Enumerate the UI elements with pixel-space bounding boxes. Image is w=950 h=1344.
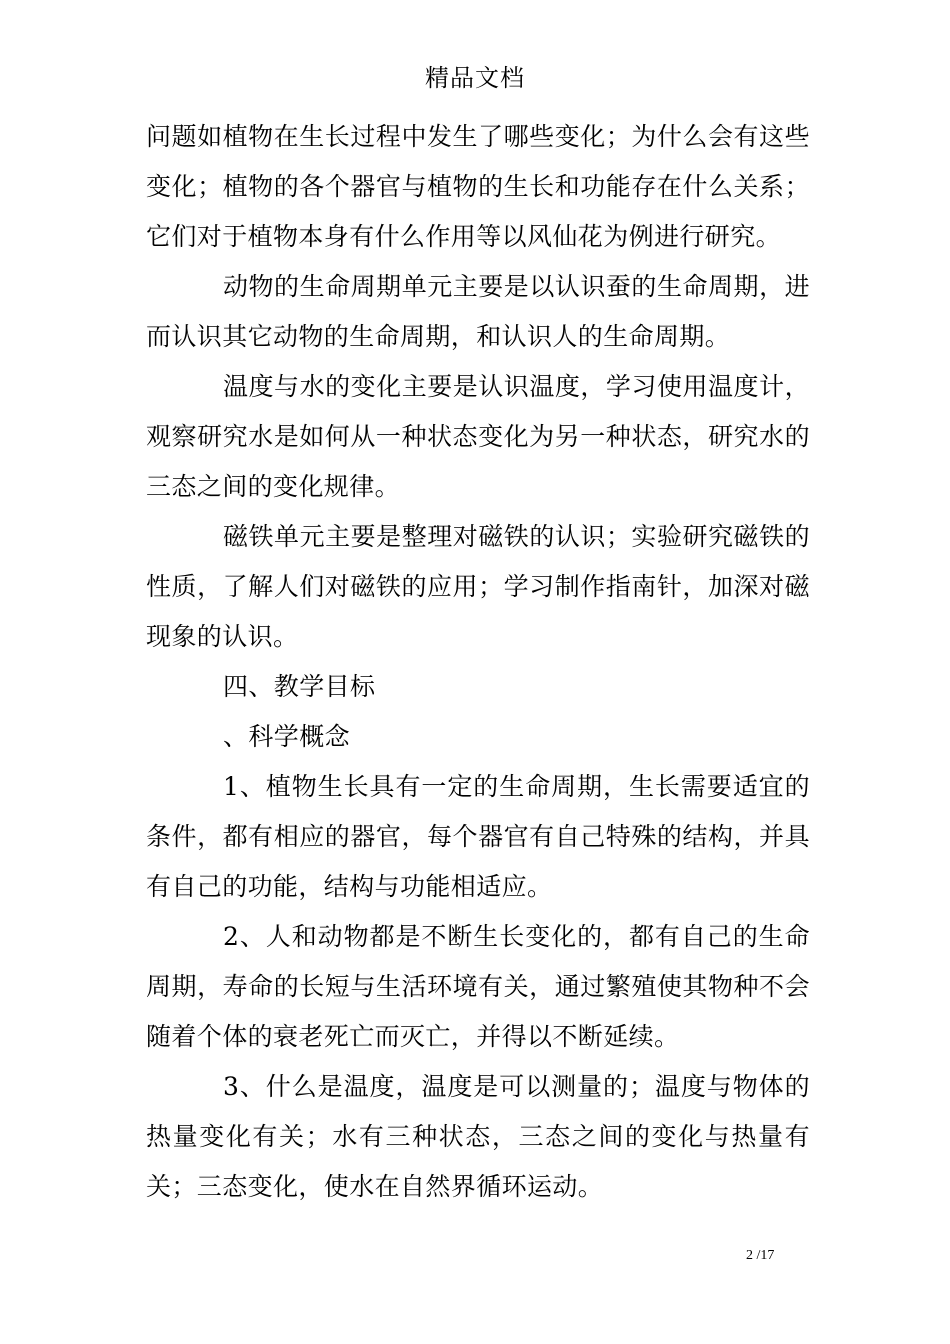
section-heading-teaching-goals: 四、教学目标 <box>223 672 376 701</box>
subsection-heading-science-concepts: 、科学概念 <box>223 722 351 751</box>
list-item-concept-2: 2、人和动物都是不断生长变化的，都有自己的生命周期，寿命的长短与生活环境有关，通过繁殖使其物种不会随着个体的衰老死亡而灭亡，并得以不断延续。 <box>146 922 810 1051</box>
document-body <box>146 112 810 1212</box>
document-header: 精品文档 <box>425 64 525 92</box>
page-number: 2 /17 <box>746 1248 775 1263</box>
paragraph-temperature-water: 温度与水的变化主要是认识温度，学习使用温度计，观察研究水是如何从一种状态变化为另一种状态，研究水的三态之间的变化规律。 <box>146 372 810 501</box>
paragraph-plant-question: 问题如植物在生长过程中发生了哪些变化；为什么会有这些变化；植物的各个器官与植物的生长和功能存在什么关系；它们对于植物本身有什么作用等以风仙花为例进行研究。 <box>146 122 810 251</box>
list-item-concept-3: 3、什么是温度，温度是可以测量的；温度与物体的热量变化有关；水有三种状态，三态之间的变化与热量有关；三态变化，使水在自然界循环运动。 <box>146 1072 810 1201</box>
paragraph-animal-lifecycle: 动物的生命周期单元主要是以认识蚕的生命周期，进而认识其它动物的生命周期，和认识人的生命周期。 <box>146 272 810 351</box>
list-item-concept-1: 1、植物生长具有一定的生命周期，生长需要适宜的条件，都有相应的器官，每个器官有自己特殊的结构，并具有自己的功能，结构与功能相适应。 <box>146 772 810 901</box>
paragraph-magnet-unit: 磁铁单元主要是整理对磁铁的认识；实验研究磁铁的性质，了解人们对磁铁的应用；学习制作指南针，加深对磁现象的认识。 <box>146 522 810 651</box>
